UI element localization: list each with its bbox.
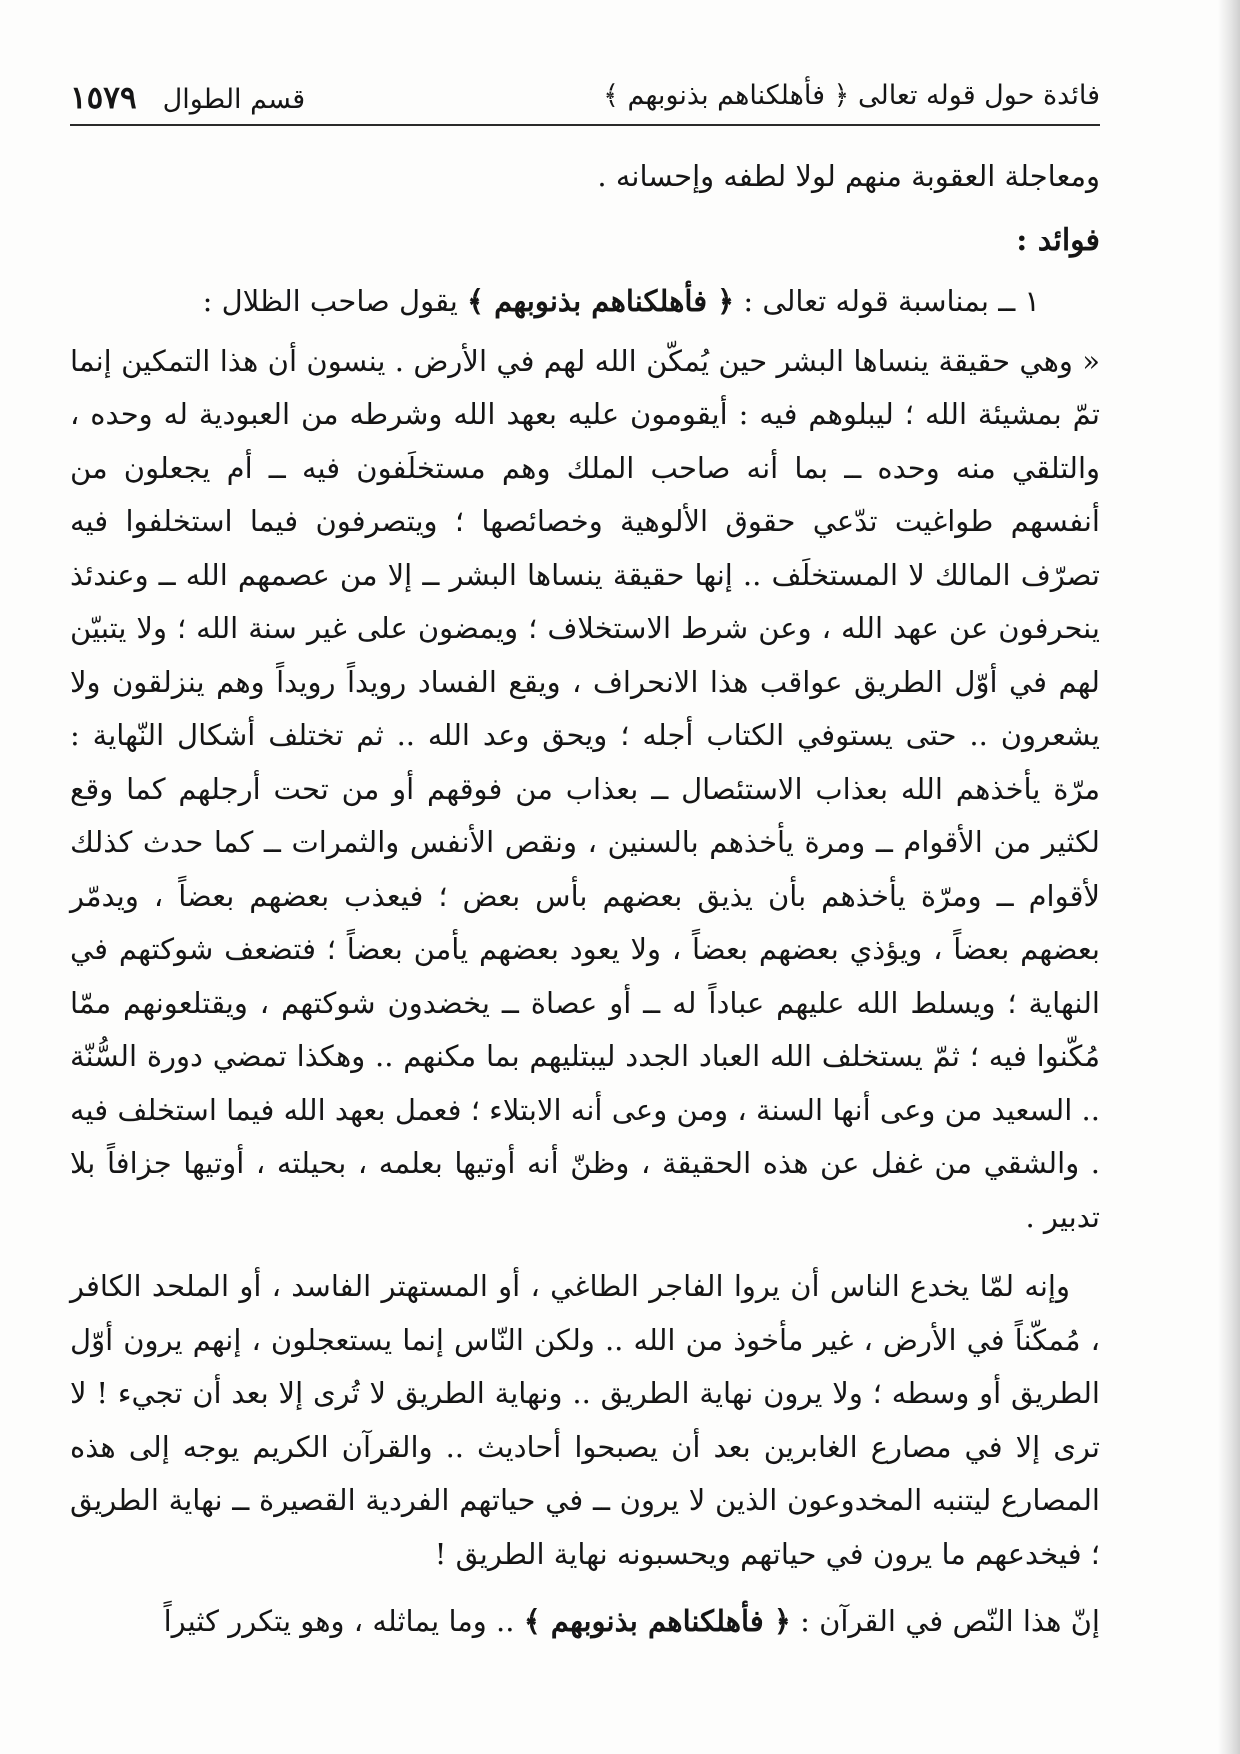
header-left-group [70,80,305,116]
point-1-suffix: يقول صاحب الظلال : [202,284,468,318]
page-number: ١٥٧٩ [70,80,137,116]
quoted-passage: « وهي حقيقة ينساها البشر حين يُمكّن الله لهم في الأرض . ينسون أن هذا التمكين إنما تمّ بمشيئة الله ؛ ليبلوهم فيه : أيقومون عليه بعهد الله وشرطه من العبودية له وحده ، والتلقي منه وحده ــ بما أنه صاحب الملك وهم مستخلَفون فيه ــ أم يجعلون من أنفسهم طواغيت تدّعي حقوق الألوهية وخصائصها ؛ ويتصرفون فيما استخلفوا فيه تصرّف المالك لا المستخلَف .. إنها حقيقة ينساها البشر ــ إلا من عصمهم الله ــ وعندئذ ينحرفون عن عهد الله ، وعن شرط الاستخلاف ؛ ويمضون على غير سنة الله ؛ ولا يتبيّن لهم في أوّل الطريق عواقب هذا الانحراف ، ويقع الفساد رويداً رويداً وهم ينزلقون ولا يشعرون .. حتى يستوفي الكتاب أجله ؛ ويحق وعد الله .. ثم تختلف أشكال النّهاية : مرّة يأخذهم الله بعذاب الاستئصال ــ بعذاب من فوقهم أو من تحت أرجلهم كما وقع لكثير من الأقوام ــ ومرة يأخذهم بالسنين ، ونقص الأنفس والثمرات ــ كما حدث كذلك لأقوام ــ ومرّة يأخذهم بأن يذيق بعضهم بأس بعض ؛ فيعذب بعضهم بعضاً ، ويدمّر بعضهم بعضاً ، ويؤذي بعضهم بعضاً ، ولا يعود بعضهم يأمن بعضاً ؛ فتضعف شوكتهم في النهاية ؛ ويسلط الله عليهم عباداً له ــ أو عصاة ــ يخضدون شوكتهم ، ويقتلعونهم ممّا مُكّنوا فيه ؛ ثمّ يستخلف الله العباد الجدد ليبتليهم بما مكنهم .. وهكذا تمضي دورة السُّنّة .. السعيد من وعى أنها السنة ، ومن وعى أنه الابتلاء ؛ فعمل بعهد الله فيما استخلف فيه . والشقي من غفل عن هذه الحقيقة ، وظنّ أنه أوتيها بعلمه ، بحيلته ، أوتيها جزافاً بلا تدبير . [70,343,1100,1234]
page-header [70,72,1100,126]
paragraph-3 [70,1595,1100,1649]
paragraph-3-suffix: .. وما يماثله ، وهو يتكرر كثيراً [163,1604,524,1638]
paragraph-3-prefix: إنّ هذا النّص في القرآن : [790,1604,1100,1638]
section-name: قسم الطوال [162,84,306,115]
point-1-verse: ﴿ فأهلكناهم بذنوبهم ﴾ [467,284,735,318]
paragraph-3-verse: ﴿ فأهلكناهم بذنوبهم ﴾ [523,1604,791,1638]
paragraph-2: وإنه لمّا يخدع الناس أن يروا الفاجر الطاغي ، أو المستهتر الفاسد ، أو الملحد الكافر ، مُمكّناً في الأرض ، غير مأخوذ من الله .. ولكن النّاس إنما يستعجلون ، إنهم يرون أوّل الطريق أو وسطه ؛ ولا يرون نهاية الطريق .. ونهاية الطريق لا تُرى إلا بعد أن تجيء ! لا ترى إلا في مصارع الغابرين بعد أن يصبحوا أحاديث .. والقرآن الكريم يوجه إلى هذه المصارع ليتنبه المخدوعون الذين لا يرون ــ في حياتهم الفردية القصيرة ــ نهاية الطريق ؛ فيخدعهم ما يرون في حياتهم ويحسبونه نهاية الطريق ! [70,1269,1100,1571]
section-heading: فوائد : [1016,222,1100,258]
point-1-prefix: ١ ــ بمناسبة قوله تعالى : [734,284,1040,318]
point-1 [70,275,1100,329]
page-body [70,150,1100,1649]
running-title: فائدة حول قوله تعالى ﴿ فأهلكناهم بذنوبهم ﴾ [603,80,1100,111]
continuation-line: ومعاجلة العقوبة منهم لولا لطفه وإحسانه . [597,159,1100,193]
scan-shadow-edge [1218,0,1240,1754]
